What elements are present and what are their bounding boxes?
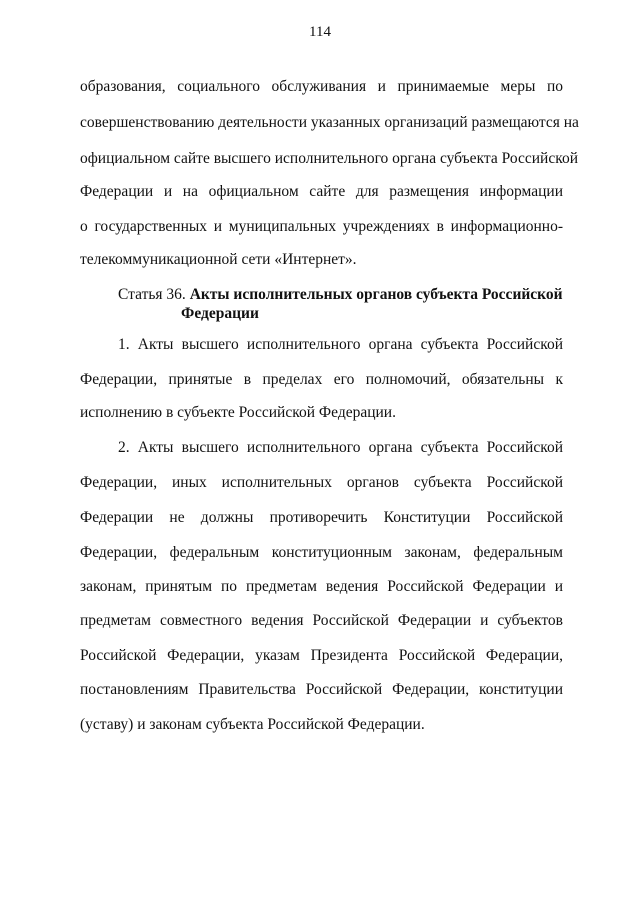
clause-line: 1. Акты высшего исполнительного органа субъекта Российской xyxy=(118,336,563,353)
paragraph-line: Федерации и на официальном сайте для размещения информации xyxy=(80,183,563,200)
paragraph-line: телекоммуникационной сети «Интернет». xyxy=(80,251,357,268)
paragraph-line: официальном сайте высшего исполнительного органа субъекта Российской xyxy=(80,150,578,167)
clause-line: Федерации, принятые в пределах его полномочий, обязательны к xyxy=(80,371,563,388)
page-number: 114 xyxy=(309,24,331,40)
paragraph-line: образования, социального обслуживания и принимаемые меры по xyxy=(80,78,563,95)
clause-line: (уставу) и законам субъекта Российской Федерации. xyxy=(80,716,425,733)
paragraph-line: совершенствованию деятельности указанных организаций размещаются на xyxy=(80,114,579,131)
clause-line: Российской Федерации, указам Президента Российской Федерации, xyxy=(80,647,563,664)
clause-line: Федерации, иных исполнительных органов субъекта Российской xyxy=(80,474,563,491)
clause-line: предметам совместного ведения Российской Федерации и субъектов xyxy=(80,612,563,629)
article-label: Статья 36. xyxy=(118,286,186,303)
clause-line: законам, принятым по предметам ведения Российской Федерации и xyxy=(80,578,563,595)
paragraph-line: о государственных и муниципальных учреждениях в информационно- xyxy=(80,218,563,235)
article-title: Акты исполнительных органов субъекта Российской xyxy=(189,286,563,303)
article-heading xyxy=(118,285,563,323)
clause-line: постановлениям Правительства Российской Федерации, конституции xyxy=(80,681,563,698)
clause-line: Федерации не должны противоречить Конституции Российской xyxy=(80,509,563,526)
clause-line: Федерации, федеральным конституционным законам, федеральным xyxy=(80,544,563,561)
article-title-continuation: Федерации xyxy=(181,305,259,322)
clause-line: исполнению в субъекте Российской Федерации. xyxy=(80,404,396,421)
clause-line: 2. Акты высшего исполнительного органа субъекта Российской xyxy=(118,439,563,456)
